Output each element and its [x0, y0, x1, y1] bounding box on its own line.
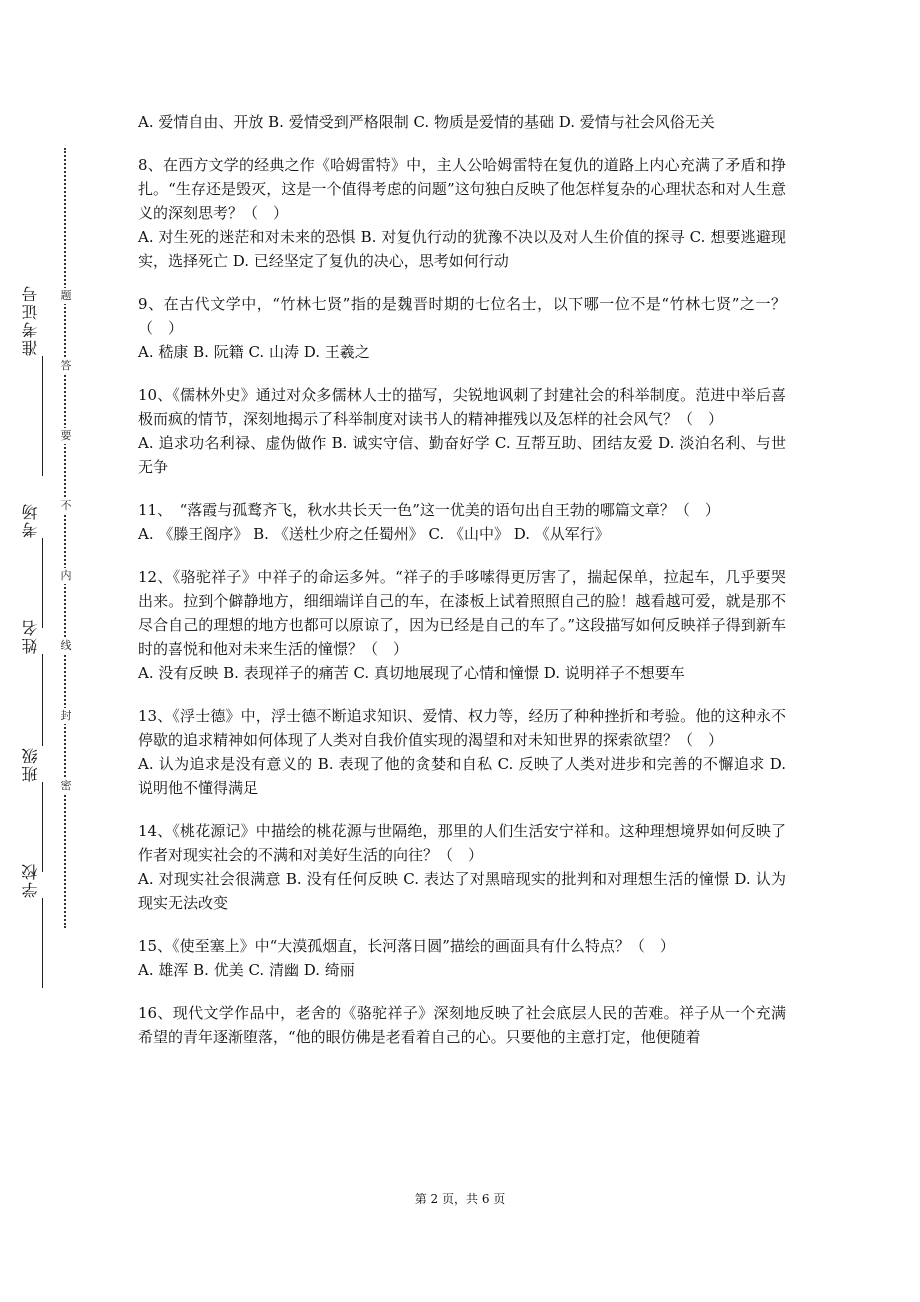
question-14 — [138, 819, 786, 915]
question-15 — [138, 934, 786, 982]
seal-dotted-line — [64, 148, 66, 928]
question-10 — [138, 383, 786, 479]
class-field — [20, 746, 42, 872]
options-line: A. 《滕王阁序》 B. 《送杜少府之任蜀州》 C. 《山中》 D. 《从军行》 — [138, 525, 610, 543]
question-content — [138, 110, 786, 1068]
options-line: A. 对现实社会很满意 B. 没有任何反映 C. 表达了对黑暗现实的批判和对理想生活的憧憬 D. 认为现实无法改变 — [138, 870, 786, 912]
question-12 — [138, 565, 786, 685]
options-line: A. 爱情自由、开放 B. 爱情受到严格限制 C. 物质是爱情的基础 D. 爱情与社会风俗无关 — [138, 113, 715, 131]
question-16 — [138, 1001, 786, 1049]
question-8 — [138, 153, 786, 273]
exam-room-label: 考场 — [21, 502, 40, 538]
question-stem: 11、 “落霞与孤鹜齐飞，秋水共长天一色”这一优美的语句出自王勃的哪篇文章？（ ） — [138, 501, 720, 519]
options-line: A. 对生死的迷茫和对未来的恐惧 B. 对复仇行动的犹豫不决以及对人生价值的探寻 C. 想要逃避现实，选择死亡 D. 已经坚定了复仇的决心，思考如何行动 — [138, 228, 786, 270]
options-line: A. 认为追求是没有意义的 B. 表现了他的贪婪和自私 C. 反映了人类对进步和完善的不懈追求 D. 说明他不懂得满足 — [138, 755, 786, 797]
exam-room-blank[interactable] — [20, 538, 43, 628]
seal-mark: 要 — [60, 429, 72, 442]
options-line: A. 追求功名利禄、虚伪做作 B. 诚实守信、勤奋好学 C. 互帮互助、团结友爱 D. 淡泊名利、与世无争 — [138, 434, 786, 476]
school-blank[interactable] — [20, 898, 43, 988]
name-label: 姓名 — [21, 618, 40, 654]
class-label: 班级 — [21, 746, 40, 782]
seal-mark: 密 — [60, 779, 72, 792]
question-stem: 8、在西方文学的经典之作《哈姆雷特》中，主人公哈姆雷特在复仇的道路上内心充满了矛盾和挣扎。“生存还是毁灭，这是一个值得考虑的问题”这句独白反映了他怎样复杂的心理状态和对人生意义的深刻思考？（ ） — [138, 156, 786, 222]
question-stem: 13、《浮士德》中，浮士德不断追求知识、爱情、权力等，经历了种种挫折和考验。他的这种永不停歇的追求精神如何体现了人类对自我价值实现的渴望和对未知世界的探索欲望？（ ） — [138, 707, 786, 749]
exam-number-field — [20, 284, 42, 476]
school-field — [20, 862, 42, 988]
name-field — [20, 618, 42, 746]
class-blank[interactable] — [20, 782, 43, 872]
name-blank[interactable] — [20, 654, 43, 746]
school-label: 学校 — [21, 862, 40, 898]
question-13 — [138, 704, 786, 800]
exam-number-label: 准考证号 — [21, 284, 40, 356]
question-stem: 16、现代文学作品中，老舍的《骆驼祥子》深刻地反映了社会底层人民的苦难。祥子从一个充满希望的青年逐渐堕落，“他的眼仿佛是老看着自己的心。只要他的主意打定，他便随着 — [138, 1004, 786, 1046]
question-7-options — [138, 110, 786, 134]
seal-mark: 题 — [60, 289, 72, 302]
question-stem: 9、在古代文学中，“竹林七贤”指的是魏晋时期的七位名士，以下哪一位不是“竹林七贤”之一？（ ） — [138, 295, 786, 337]
page-number: 第 2 页，共 6 页 — [414, 1192, 506, 1206]
options-line: A. 雄浑 B. 优美 C. 清幽 D. 绮丽 — [138, 961, 355, 979]
exam-room-field — [20, 502, 42, 628]
seal-mark: 线 — [60, 639, 72, 652]
seal-mark: 内 — [60, 569, 72, 582]
exam-number-blank[interactable] — [20, 356, 43, 476]
binding-margin — [0, 0, 110, 1302]
question-11 — [138, 498, 786, 546]
question-9 — [138, 292, 786, 364]
question-stem: 10、《儒林外史》通过对众多儒林人士的描写，尖锐地讽刺了封建社会的科举制度。范进中举后喜极而疯的情节，深刻地揭示了科举制度对读书人的精神摧残以及怎样的社会风气？（ ） — [138, 386, 786, 428]
question-stem: 15、《使至塞上》中“大漠孤烟直，长河落日圆”描绘的画面具有什么特点？（ ） — [138, 937, 675, 955]
options-line: A. 没有反映 B. 表现祥子的痛苦 C. 真切地展现了心情和憧憬 D. 说明祥子不想要车 — [138, 664, 685, 682]
seal-mark: 不 — [60, 499, 72, 512]
question-stem: 12、《骆驼祥子》中祥子的命运多舛。“祥子的手哆嗦得更厉害了，揣起保单，拉起车，几乎要哭出来。拉到个僻静地方，细细端详自己的车，在漆板上试着照照自己的脸！越看越可爱，就是那不尽合自己的理想的地方也都可以原谅了，因为已经是自己的车了。”这段描写如何反映祥子得到新车时的喜悦和他对未来生活的憧憬？（ ） — [138, 568, 786, 658]
question-stem: 14、《桃花源记》中描绘的桃花源与世隔绝，那里的人们生活安宁祥和。这种理想境界如何反映了作者对现实社会的不满和对美好生活的向往？（ ） — [138, 822, 786, 864]
seal-mark: 答 — [60, 359, 72, 372]
options-line: A. 嵇康 B. 阮籍 C. 山涛 D. 王羲之 — [138, 343, 370, 361]
seal-mark: 封 — [60, 709, 72, 722]
